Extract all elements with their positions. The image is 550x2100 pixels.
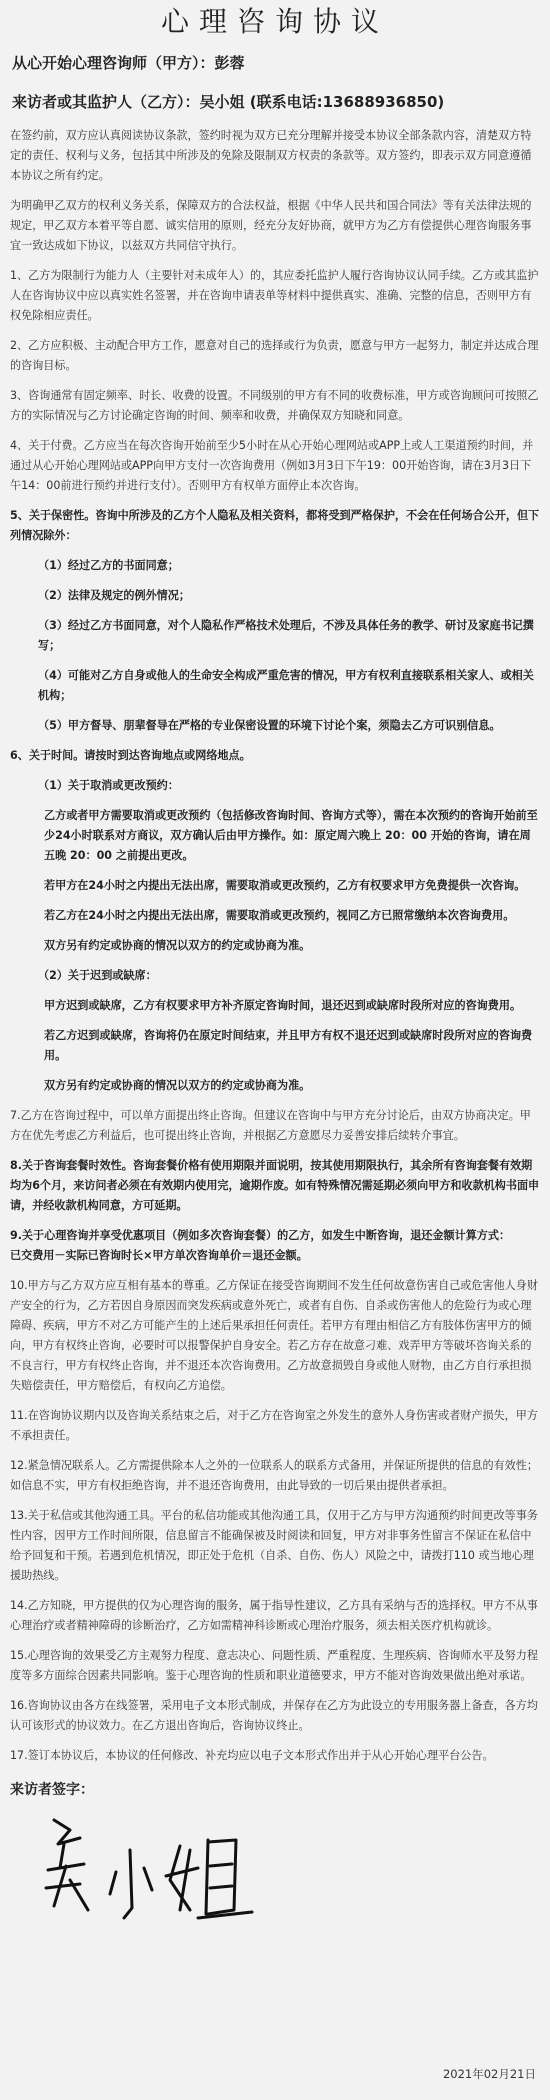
- clause-6-sub: （2）关于迟到或缺席：: [38, 969, 157, 982]
- clause-7: 7.乙方在咨询过程中，可以单方面提出终止咨询。但建议在咨询中与甲方充分讨论后，由双方协商决定。甲方在优先考虑乙方利益后，也可提出终止咨询，并根据乙方意愿尽力妥善安排后续转介事宜。: [10, 1109, 531, 1142]
- clause-6-text: 甲方迟到或缺席，乙方有权要求甲方补齐原定咨询时间，退还迟到或缺席时段所对应的咨询费用。: [44, 999, 522, 1012]
- clause-11: 11.在咨询协议期内以及咨询关系结束之后，对于乙方在咨询室之外发生的意外人身伤害或者财产损失，甲方不承担责任。: [10, 1409, 538, 1442]
- clause-9: 9.关于心理咨询并享受优惠项目（例如多次咨询套餐）的乙方，如发生中断咨询，退还金额计算方式：: [10, 1229, 511, 1242]
- signature-label: 来访者签字：: [10, 1782, 94, 1798]
- clause-5-item: （1）经过乙方的书面同意；: [38, 559, 179, 572]
- clause-2: 2、乙方应积极、主动配合甲方工作，愿意对自己的选择或行为负责，愿意与甲方一起努力，制定并达成合理的咨询目标。: [10, 339, 539, 372]
- clause-6-text: 乙方或者甲方需要取消或更改预约（包括修改咨询时间、咨询方式等），需在本次预约的咨询开始前至少24小时联系对方商议，双方确认后由甲方操作。如：原定周六晚上 20：00 开始的咨询，请在周五晚 20：00 之前提出更改。: [44, 809, 538, 862]
- clause-16: 16.咨询协议由各方在线签署，采用电子文本形式制成，并保存在乙方为此设立的专用服务器上备查，各方均认可该形式的协议效力。在乙方退出咨询后，咨询协议终止。: [10, 1699, 538, 1732]
- clause-4: 4、关于付费。乙方应当在每次咨询开始前至少5小时在从心开始心理网站或APP上或人工渠道预约时间，并通过从心开始心理网站或APP向甲方支付一次咨询费用（例如3月3日下午19：00开始咨询，请在3月3日下午14：00前进行预约并进行支付）。否则甲方有权单方面停止本次咨询。: [10, 439, 534, 492]
- clause-6-text: 若乙方在24小时之内提出无法出席，需要取消或更改预约，视同乙方已照常缴纳本次咨询费用。: [44, 909, 515, 922]
- clause-8: 8.关于咨询套餐时效性。咨询套餐价格有使用期限并面说明，按其使用期限执行，其余所有咨询套餐有效期均为6个月，来访问者必须在有效期内使用完，逾期作废。如有特殊情况需延期必须向甲方和收款机构书面申请，并经收款机构同意，方可延期。: [10, 1159, 540, 1212]
- clause-1: 1、乙方为限制行为能力人（主要针对未成年人）的，其应委托监护人履行咨询协议认同手续。乙方或其监护人在咨询协议中应以真实姓名签署，并在咨询申请表单等材料中提供真实、准确、完整的信息，否则甲方有权免除相应责任。: [10, 269, 539, 322]
- clause-15: 15.心理咨询的效果受乙方主观努力程度、意志决心、问题性质、严重程度、生理疾病、咨询师水平及努力程度等多方面综合因素共同影响。鉴于心理咨询的性质和职业道德要求，甲方不能对咨询效果做出绝对承诺。: [10, 1649, 538, 1682]
- clause-6-text: 若甲方在24小时之内提出无法出席，需要取消或更改预约，乙方有权要求甲方免费提供一次咨询。: [44, 879, 526, 892]
- clause-9-formula: 已交费用－实际已咨询时长×甲方单次咨询单价＝退还金额。: [10, 1249, 308, 1262]
- clause-13: 13.关于私信或其他沟通工具。平台的私信功能或其他沟通工具，仅用于乙方与甲方沟通预约时间更改等事务性内容，因甲方工作时间所限，信息留言不能确保被及时阅读和回复，甲方对非事务性留言不保证在私信中给予回复和干预。若遇到危机情况，即正处于危机（自杀、自伤、伤人）风险之中，请拨打110 或当地心理援助热线。: [10, 1509, 538, 1582]
- clause-5-item: （4）可能对乙方自身或他人的生命安全构成严重危害的情况，甲方有权利直接联系相关家人、或相关机构；: [38, 669, 534, 702]
- clause-6-text: 若乙方迟到或缺席，咨询将仍在原定时间结束，并且甲方有权不退还迟到或缺席时段所对应的咨询费用。: [44, 1029, 533, 1062]
- handwritten-signature: [40, 1810, 280, 1950]
- intro-paragraph: 为明确甲乙双方的权利义务关系，保障双方的合法权益，根据《中华人民共和国合同法》等有关法律法规的规定，甲乙双方本着平等自愿、诚实信用的原则，经充分友好协商，就甲方为乙方有偿提供心理咨询服务事宜一致达成如下协议，以兹双方共同信守执行。: [10, 199, 532, 252]
- clause-17: 17.签订本协议后，本协议的任何修改、补充均应以电子文本形式作出并于从心开始心理平台公告。: [10, 1749, 494, 1762]
- clause-5-item: （2）法律及规定的例外情况；: [38, 589, 190, 602]
- clause-6-sub: （1）关于取消或更改预约：: [38, 779, 179, 792]
- agreement-body: [10, 126, 540, 1800]
- clause-5-item: （3）经过乙方书面同意，对个人隐私作严格技术处理后，不涉及具体任务的教学、研讨及家庭书记撰写；: [38, 619, 534, 652]
- clause-6: 6、关于时间。请按时到达咨询地点或网络地点。: [10, 749, 251, 762]
- clause-6-text: 双方另有约定或协商的情况以双方的约定或协商为准。: [44, 939, 311, 952]
- sign-date: 2021年02月21日: [442, 2067, 536, 2081]
- clause-6-text: 双方另有约定或协商的情况以双方的约定或协商为准。: [44, 1079, 311, 1092]
- party-a: 从心开始心理咨询师（甲方）：彭蓉: [12, 54, 245, 72]
- intro-paragraph: 在签约前，双方应认真阅读协议条款，签约时视为双方已充分理解并接受本协议全部条款内容，清楚双方特定的责任、权利与义务，包括其中所涉及的免除及限制双方权责的条款等。双方签约，即表示双方同意遵循本协议之所有约定。: [10, 129, 532, 182]
- page-title: 心理咨询协议: [160, 5, 389, 38]
- clause-12: 12.紧急情况联系人。乙方需提供除本人之外的一位联系人的联系方式备用，并保证所提供的信息的有效性；如信息不实，甲方有权拒绝咨询，并不退还咨询费用，由此导致的一切后果由提供者承担。: [10, 1459, 538, 1492]
- clause-10: 10.甲方与乙方双方应互相有基本的尊重。乙方保证在接受咨询期间不发生任何故意伤害自己或危害他人身财产安全的行为，乙方若因自身原因而突发疾病或意外死亡，或者有自伤、自杀或伤害他人的危险行为或心理障碍、疾病，甲方不对乙方可能产生的上述后果承担任何责任。若甲方有理由相信乙方有肢体伤害甲方的倾向，甲方有权终止咨询，必要时可以报警保护自身安全。若乙方存在故意刁难、戏弄甲方等破坏咨询关系的不良言行，甲方有权终止咨询，并不退还本次咨询费用。乙方故意损毁自身或他人财物，由乙方自行承担损失赔偿责任，甲方赔偿后，有权向乙方追偿。: [10, 1279, 538, 1392]
- party-b: 来访者或其监护人（乙方）：吴小姐 (联系电话:13688936850): [12, 93, 445, 111]
- clause-3: 3、咨询通常有固定频率、时长、收费的设置。不同级别的甲方有不同的收费标准，甲方或咨询顾问可按照乙方的实际情况与乙方讨论确定咨询的时间、频率和收费，并确保双方知晓和同意。: [10, 389, 539, 422]
- clause-5: 5、关于保密性。咨询中所涉及的乙方个人隐私及相关资料，都将受到严格保护，不会在任何场合公开，但下列情况除外：: [10, 509, 540, 542]
- clause-5-item: （5）甲方督导、朋辈督导在严格的专业保密设置的环境下讨论个案，须隐去乙方可识别信息。: [38, 719, 501, 732]
- clause-14: 14.乙方知晓，甲方提供的仅为心理咨询的服务，属于指导性建议，乙方具有采纳与否的选择权。甲方不从事心理治疗或者精神障碍的诊断治疗，乙方如需精神科诊断或心理治疗服务，须去相关医疗机构就诊。: [10, 1599, 538, 1632]
